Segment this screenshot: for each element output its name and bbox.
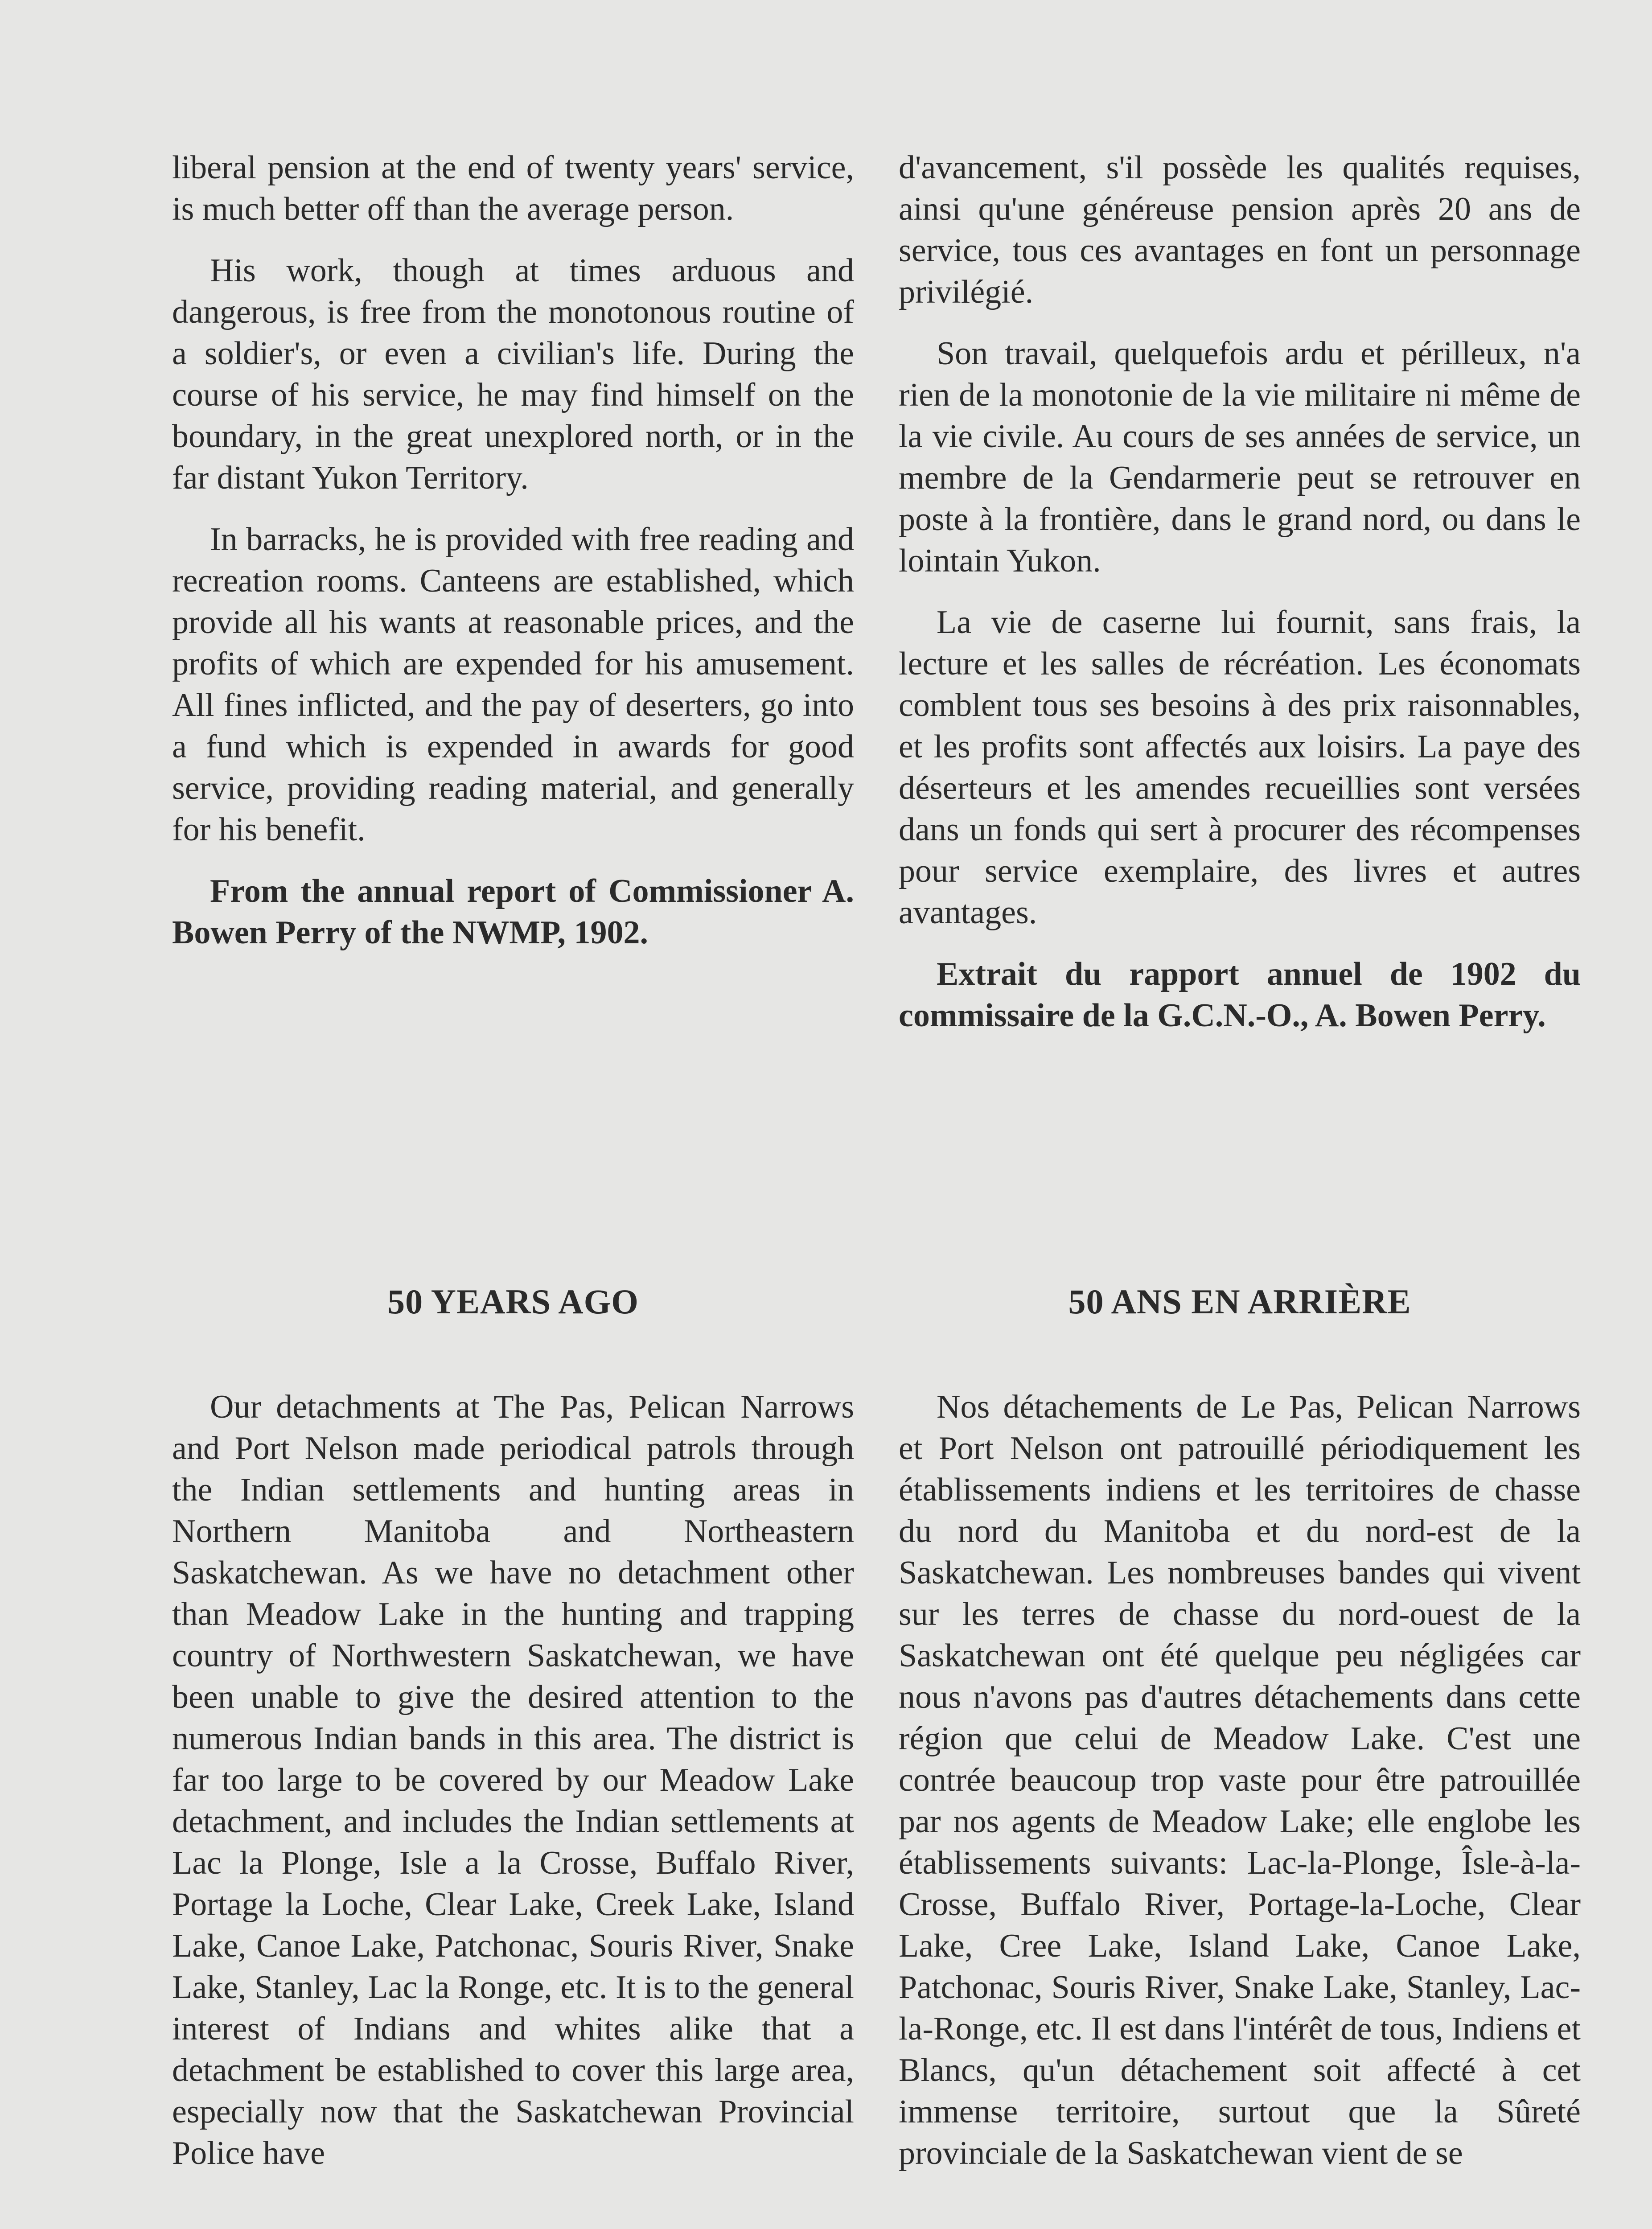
paragraph: Our detachments at The Pas, Pelican Narrows and Port Nelson made periodical patrols through the Indian settlements and hunting areas in Northern Manitoba and Northeastern Saskatchewan. As we have no detachment other than Meadow Lake in the hunting and trapping country of Northwestern Saskatchewan, we have been unable to give the desired attention to the numerous Indian bands in this area. The district is far too large to be covered by our Meadow Lake detachment, and includes the Indian settlements at Lac la Plonge, Isle a la Crosse, Buffalo River, Portage la Loche, Clear Lake, Creek Lake, Island Lake, Canoe Lake, Patchonac, Souris River, Snake Lake, Stanley, Lac la Ronge, etc. It is to the general interest of Indians and whites alike that a detachment be established to cover this large area, especially now that the Saskatchewan Provincial Police have xyxy=(172,1389,854,2171)
paragraph: La vie de caserne lui fournit, sans frais, la lecture et les salles de récréation. Les économats comblent tous ses besoins à des prix raisonnables, et les profits sont affectés aux loisirs. La paye des déserteurs et les amendes recueillies sont versées dans un fonds qui sert à procurer des récompenses pour service exemplaire, des livres et autres avantages. xyxy=(899,604,1581,931)
section-heading-english: 50 YEARS AGO xyxy=(387,1282,639,1321)
source-citation: From the annual report of Commissioner A. Bowen Perry of the NWMP, 1902. xyxy=(172,873,854,951)
paragraph: d'avancement, s'il possède les qualités requises, ainsi qu'une généreuse pension après 20 ans de service, tous ces avantages en font un personnage privilégié. xyxy=(899,149,1581,310)
left-column xyxy=(172,147,854,974)
section-body-french xyxy=(899,1386,1581,2174)
paragraph: liberal pension at the end of twenty years' service, is much better off than the average person. xyxy=(172,149,854,227)
right-column xyxy=(899,147,1581,1057)
section-body-english xyxy=(172,1386,854,2174)
paragraph: In barracks, he is provided with free reading and recreation rooms. Canteens are established, which provide all his wants at reasonable prices, and the profits of which are expended for his amusement. All fines inflicted, and the pay of deserters, go into a fund which is expended in awards for good service, providing reading material, and generally for his benefit. xyxy=(172,521,854,848)
paragraph: Son travail, quelquefois ardu et périlleux, n'a rien de la monotonie de la vie militaire ni même de la vie civile. Au cours de ses années de service, un membre de la Gendarmerie peut se retrouver en poste à la frontière, dans le grand nord, ou dans le lointain Yukon. xyxy=(899,335,1581,579)
paragraph: Nos détachements de Le Pas, Pelican Narrows et Port Nelson ont patrouillé périodiquement les établissements indiens et les territoires de chasse du nord du Manitoba et du nord-est de la Saskatchewan. Les nombreuses bandes qui vivent sur les terres de chasse du nord-ouest de la Saskatchewan ont été quelque peu négligées car nous n'avons pas d'autres détachements dans cette région que celui de Meadow Lake. C'est une contrée beaucoup trop vaste pour être patrouillée par nos agents de Meadow Lake; elle englobe les établissements suivants: Lac-la-Plonge, Îsle-à-la-Crosse, Buffalo River, Portage-la-Loche, Clear Lake, Cree Lake, Island Lake, Canoe Lake, Patchonac, Souris River, Snake Lake, Stanley, Lac-la-Ronge, etc. Il est dans l'intérêt de tous, Indiens et Blancs, qu'un détachement soit affecté à cet immense territoire, surtout que la Sûreté provinciale de la Saskatchewan vient de se xyxy=(899,1389,1581,2171)
source-citation: Extrait du rapport annuel de 1902 du commissaire de la G.C.N.-O., A. Bowen Perry. xyxy=(899,956,1581,1034)
paragraph: His work, though at times arduous and dangerous, is free from the monotonous routine of a soldier's, or even a civilian's life. During the course of his service, he may find himself on the boundary, in the great unexplored north, or in the far distant Yukon Territory. xyxy=(172,252,854,496)
section-heading-french: 50 ANS EN ARRIÈRE xyxy=(1068,1282,1411,1321)
